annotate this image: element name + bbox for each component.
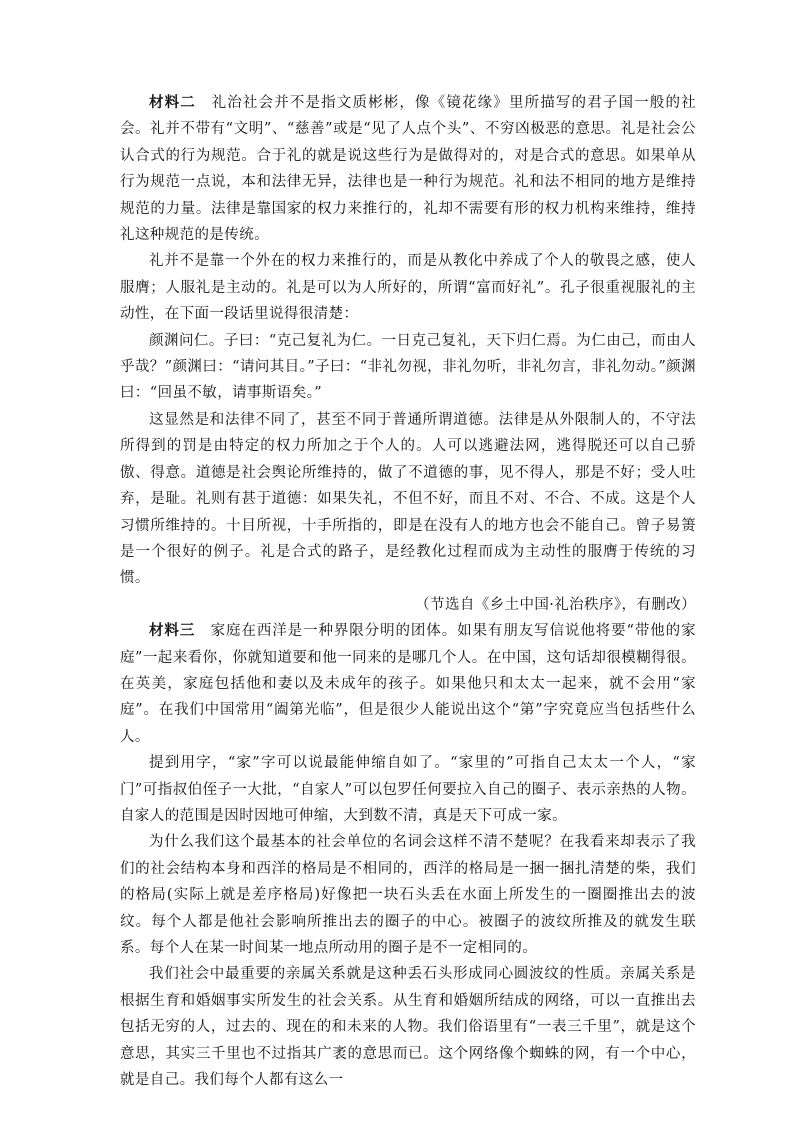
material2-paragraph-4: 这显然是和法律不同了，甚至不同于普通所谓道德。法律是从外限制人的，不守法所得到的罚是由特定的权力所加之于个人的。人可以逃避法网，逃得脱还可以自己骄傲、得意。道德是社会舆论所维持的，做了不道德的事，见不得人，那是不好；受人吐弃，是耻。礼则有甚于道德：如果失礼，不但不好，而且不对、不合、不成。这是个人习惯所维持的。十目所视，十手所指的，即是在没有人的地方也会不能自己。曾子易箦是一个很好的例子。礼是合式的路子，是经教化过程而成为主动性的服膺于传统的习惯。 [120,411,696,587]
material2-paragraph-2: 礼并不是靠一个外在的权力来推行的，而是从教化中养成了个人的敬畏之感，使人服膺；人服礼是主动的。礼是可以为人所好的，所谓“富而好礼”。孔子很重视服礼的主动性，在下面一段话里说得很清楚： [120,253,696,323]
material3-lead: 材料三 [149,622,196,640]
material3-paragraph-1-text: 家庭在西洋是一种界限分明的团体。如果有朋友写信说他将要“带他的家庭”一起来看你，你就知道要和他一同来的是哪几个人。在中国，这句话却很模糊得很。在英美，家庭包括他和妻以及未成年的孩子。如果他只和太太一起来，就不会用“家庭”。在我们中国常用“阖第光临”，但是很少人能说出这个“第”字究竟应当包括些什么人。 [120,623,696,745]
material2-quote-paragraph: 颜渊问仁。子曰：“克己复礼为仁。一日克己复礼，天下归仁焉。为仁由己，而由人乎哉？”颜渊曰：“请问其目。”子曰：“非礼勿视，非礼勿听，非礼勿言，非礼勿动。”颜渊曰：“回虽不敏，请事斯语矣。” [120,332,696,402]
material3-paragraph-2: 提到用字，“家”字可以说最能伸缩自如了。“家里的”可指自己太太一个人，“家门”可指叔伯侄子一大批，“自家人”可以包罗任何要拉入自己的圈子、表示亲热的人物。自家人的范围是因时因地可伸缩，大到数不清，真是天下可成一家。 [120,755,696,824]
material3-paragraph-4: 我们社会中最重要的亲属关系就是这种丢石头形成同心圆波纹的性质。亲属关系是根据生育和婚姻事实所发生的社会关系。从生育和婚姻所结成的网络，可以一直推出去包括无穷的人，过去的、现在的和未来的人物。我们俗语里有“一表三千里”，就是这个意思，其实三千里也不过指其广袤的意思而已。这个网络像个蜘蛛的网，有一个中心，就是自己。我们每个人都有这么一 [120,966,696,1089]
material2-lead: 材料二 [149,94,196,111]
material2-source: （节选自《乡土中国·礼治秩序》，有删改） [415,596,696,613]
material3-paragraph-3: 为什么我们这个最基本的社会单位的名词会这样不清不楚呢？在我看来却表示了我们的社会结构本身和西洋的格局是不相同的，西洋的格局是一捆一捆扎清楚的柴，我们的格局(实际上就是差序格局)好像把一块石头丢在水面上所发生的一圈圈推出去的波纹。每个人都是他社会影响所推出去的圈子的中心。被圈子的波纹所推及的就发生联系。每个人在某一时间某一地点所动用的圈子是不一定相同的。 [120,834,696,956]
material2-paragraph-1 [120,90,696,248]
material3-paragraph-1 [120,618,696,750]
document-body [120,90,696,1093]
material2-paragraph-1-text: 礼治社会并不是指文质彬彬，像《镜花缘》里所描写的君子国一般的社会。礼并不带有“文明”、“慈善”或是“见了人点个头”、不穷凶极恶的意思。礼是社会公认合式的行为规范。合于礼的就是说这些行为是做得对的，对是合式的意思。如果单从行为规范一点说，本和法律无异，法律也是一种行为规范。礼和法不相同的地方是维持规范的力量。法律是靠国家的权力来推行的，礼却不需要有形的权力机构来维持，维持礼这种规范的是传统。 [120,95,696,244]
